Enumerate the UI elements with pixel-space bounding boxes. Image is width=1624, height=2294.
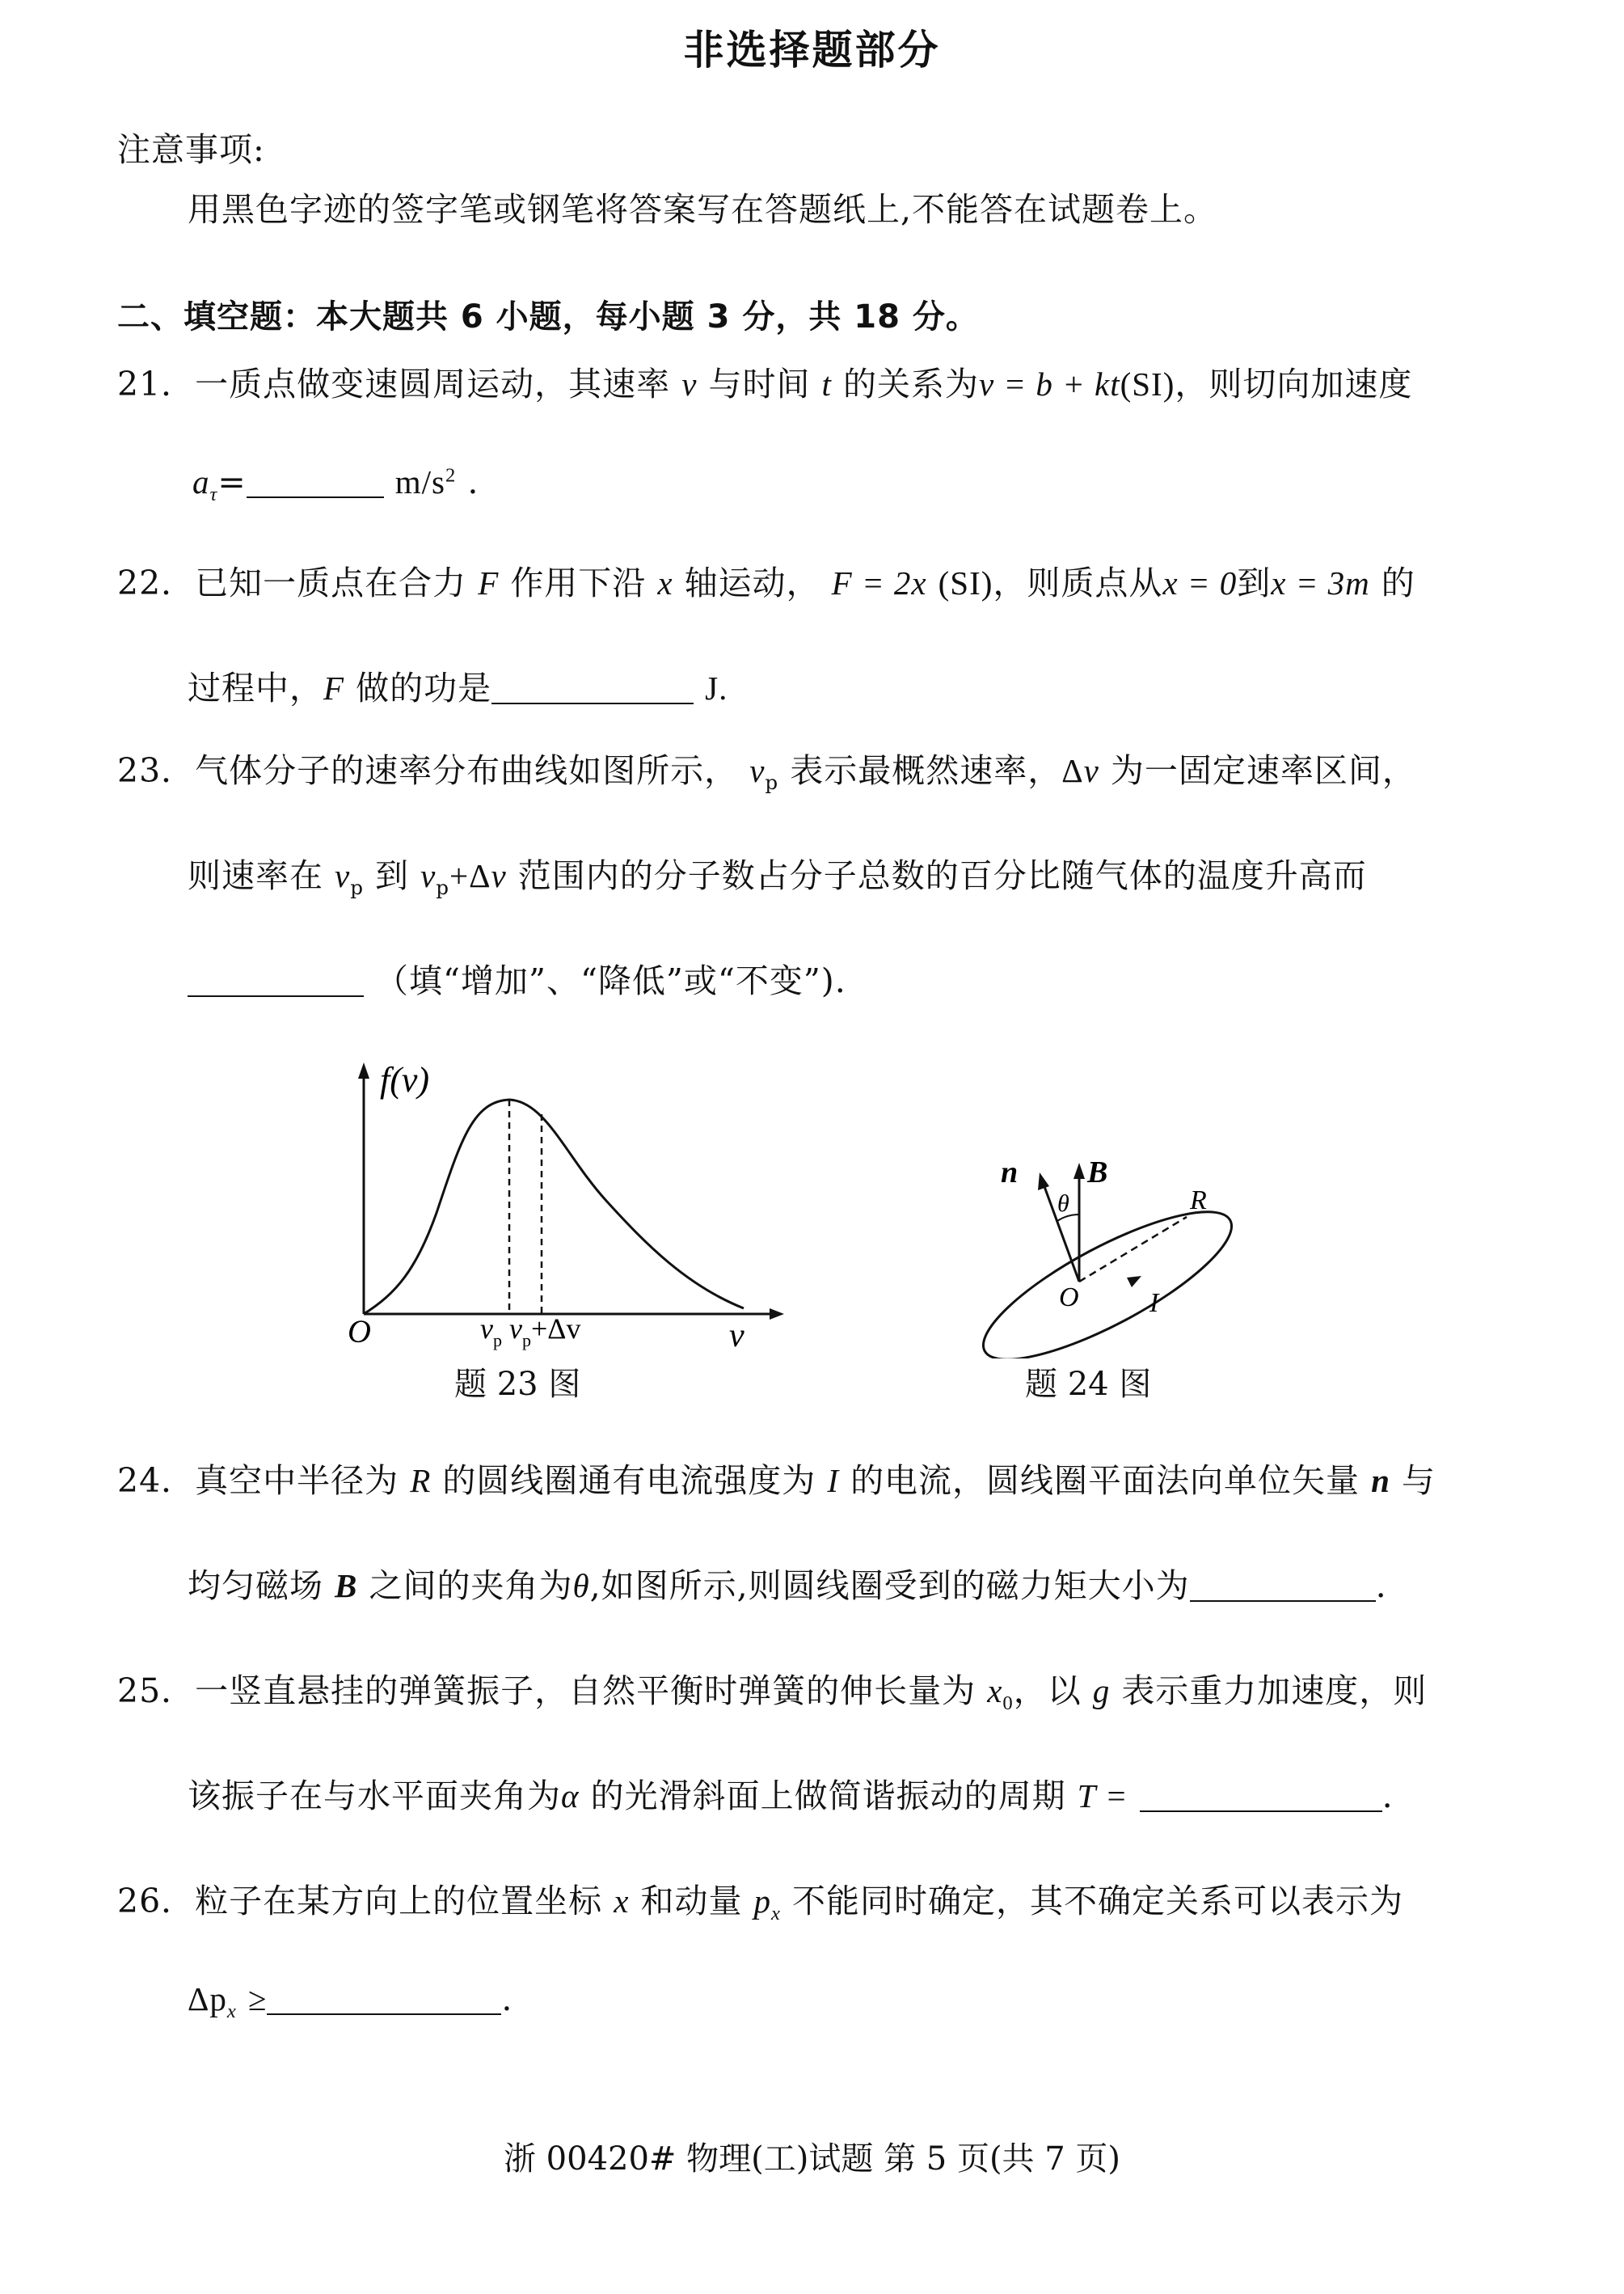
answer-blank bbox=[188, 962, 364, 997]
section-heading: 二、填空题：本大题共 6 小题，每小题 3 分，共 18 分。 bbox=[117, 298, 979, 336]
x-label: v bbox=[729, 1317, 745, 1354]
y-axis-arrow bbox=[358, 1063, 369, 1079]
answer-blank bbox=[491, 670, 694, 704]
answer-blank bbox=[1190, 1567, 1376, 1602]
n-vector-arrow bbox=[1038, 1172, 1049, 1190]
question-number: 25． bbox=[117, 1671, 196, 1710]
question-25-line1: 25．一竖直悬挂的弹簧振子，自然平衡时弹簧的伸长量为 $x_0$，以 g 表示重力加速度，则 bbox=[117, 1671, 1428, 1715]
tick-vp: $v_p$ bbox=[480, 1312, 502, 1350]
figure-24-caption: 题 24 图 bbox=[1025, 1366, 1152, 1403]
formula: v = b + kt bbox=[978, 365, 1120, 403]
y-label: f(v) bbox=[380, 1060, 430, 1100]
question-24-line2: 均匀磁场 B 之间的夹角为θ,如图所示,则圆线圈受到的磁力矩大小为 . bbox=[188, 1566, 1387, 1605]
current-arrow bbox=[1127, 1276, 1141, 1287]
label-O: O bbox=[1059, 1282, 1079, 1312]
figure-23-distribution-curve bbox=[307, 1051, 808, 1375]
label-I: I bbox=[1149, 1288, 1159, 1318]
question-number: 21． bbox=[117, 365, 196, 403]
question-24-line1: 24．真空中半径为 R 的圆线圈通有电流强度为 I 的电流，圆线圈平面法向单位矢量 n 与 bbox=[117, 1461, 1436, 1500]
notice-text: 用黑色字迹的签字笔或钢笔将答案写在答题纸上,不能答在试题卷上。 bbox=[188, 190, 1218, 229]
question-26-line2: $\Delta p_x$ ≥ . bbox=[188, 1979, 513, 2023]
question-25-line2: 该振子在与水平面夹角为α 的光滑斜面上做简谐振动的周期 T = . bbox=[188, 1776, 1394, 1815]
notice-heading: 注意事项: bbox=[117, 130, 265, 169]
page-title: 非选择题部分 bbox=[683, 27, 941, 74]
question-22-line2: 过程中，F 做的功是 J. bbox=[188, 669, 728, 708]
tick-vp-plus-dv: $v_p+\Delta v$ bbox=[509, 1312, 581, 1350]
question-23-line2: 则速率在 $v_p$ 到 $v_p+\Delta v$ 范围内的分子数占分子总数的百分比随气体的温度升高而 bbox=[188, 856, 1367, 900]
question-21-line2: $a_\tau= m/s^2$ . bbox=[192, 463, 479, 506]
question-number: 24． bbox=[117, 1461, 196, 1500]
answer-blank bbox=[247, 463, 384, 498]
page-footer: 浙 00420# 物理(工)试题 第 5 页(共 7 页) bbox=[503, 2140, 1121, 2178]
question-number: 22． bbox=[117, 564, 196, 602]
question-21-line1: 21．一质点做变速圆周运动，其速率 v 与时间 t 的关系为v = b + kt(SI)，则切向加速度 bbox=[117, 365, 1413, 403]
label-B: B bbox=[1087, 1155, 1108, 1189]
question-number: 23． bbox=[117, 751, 196, 790]
answer-blank bbox=[1140, 1777, 1382, 1812]
b-vector-arrow bbox=[1074, 1163, 1085, 1179]
question-23-line1: 23．气体分子的速率分布曲线如图所示， $v_p$ 表示最概然速率，Δv 为一固定速率区间， bbox=[117, 751, 1416, 795]
question-number: 26． bbox=[117, 1882, 196, 1920]
question-22-line1: 22．已知一质点在合力 F 作用下沿 x 轴运动， F = 2x (SI)，则质点从x = 0到x = 3m 的 bbox=[117, 564, 1415, 602]
label-R: R bbox=[1190, 1185, 1207, 1215]
label-n: n bbox=[1001, 1155, 1019, 1189]
distribution-curve bbox=[364, 1100, 744, 1314]
label-theta: θ bbox=[1057, 1190, 1069, 1217]
answer-blank bbox=[267, 1980, 501, 2015]
figure-23-caption: 题 23 图 bbox=[454, 1366, 581, 1403]
x-axis-arrow bbox=[770, 1308, 784, 1320]
question-26-line1: 26．粒子在某方向上的位置坐标 x 和动量 $p_x$ 不能同时确定，其不确定关系可以表示为 bbox=[117, 1882, 1403, 1925]
origin-label: O bbox=[348, 1313, 371, 1350]
formula: F = 2x bbox=[831, 564, 927, 602]
figure-24-current-loop bbox=[930, 1140, 1269, 1358]
question-23-line3: （填“增加”、“降低”或“不变”). bbox=[188, 954, 846, 1002]
